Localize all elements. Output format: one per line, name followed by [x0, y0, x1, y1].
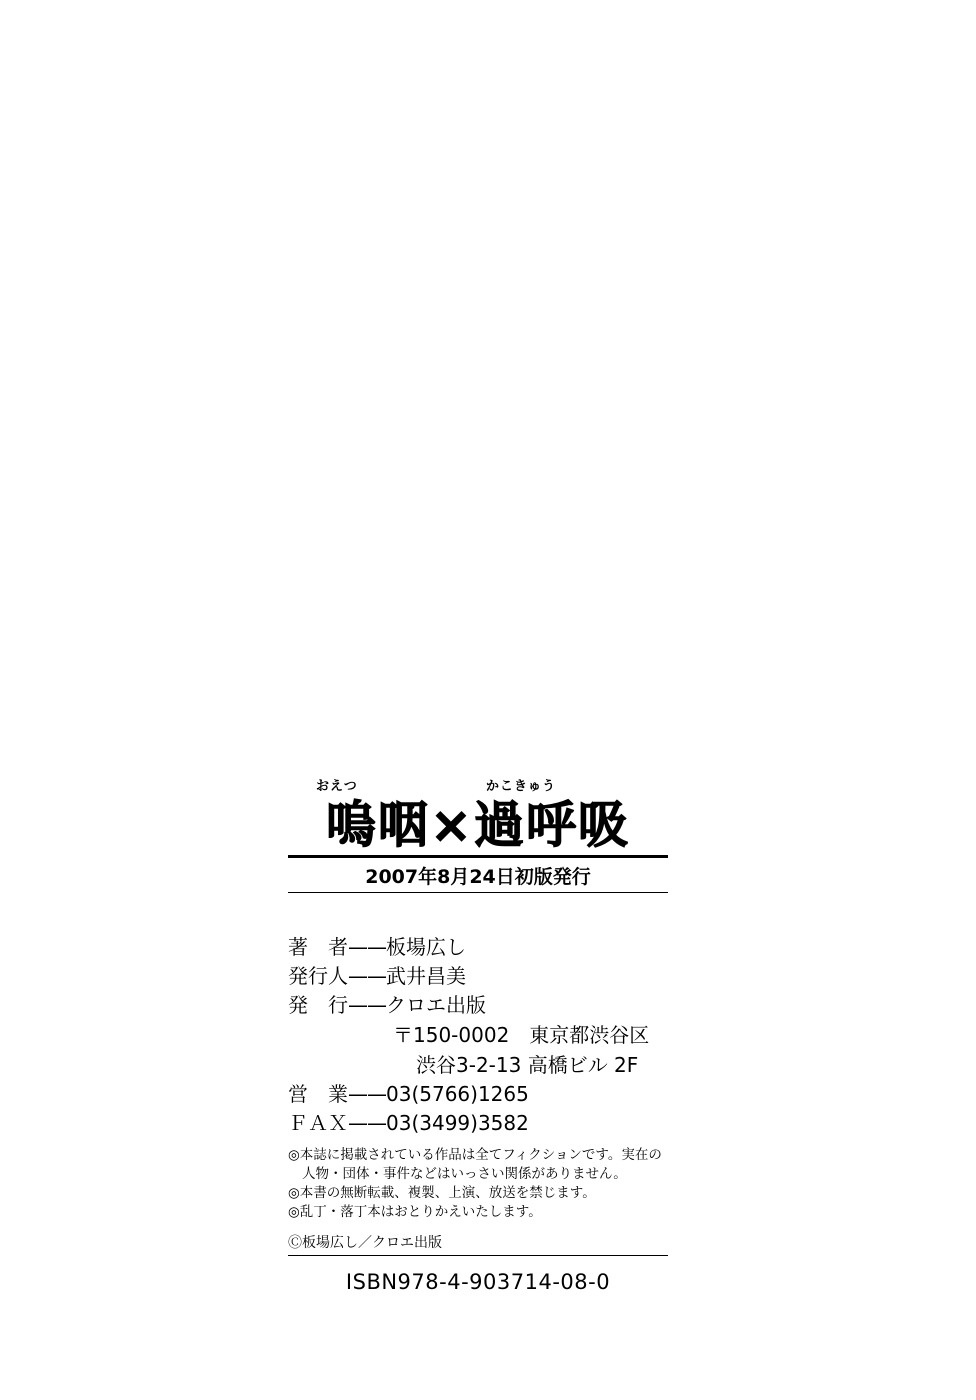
- title-block: [288, 780, 668, 893]
- address-line-1: 〒150-0002 東京都渋谷区: [393, 1023, 650, 1047]
- contact-label-fax: ＦＡＸ: [288, 1111, 348, 1135]
- contact-dash-fax: ——: [348, 1111, 386, 1135]
- legal-notes: [288, 1146, 668, 1222]
- contact-row-fax: [288, 1109, 668, 1138]
- credit-label-publisher-person: 発行人: [288, 964, 348, 988]
- credit-label-author: 著 者: [288, 935, 348, 959]
- credit-value-author: 板場広し: [386, 935, 466, 959]
- colophon: [288, 780, 668, 1294]
- legal-note-line-4: ◎乱丁・落丁本はおとりかえいたします。: [288, 1204, 542, 1220]
- title-rule-thin: [288, 892, 668, 893]
- page-title: 嗚咽×過呼吸: [326, 796, 630, 854]
- legal-note-line-2: 人物・団体・事件などはいっさい関係がありません。: [302, 1166, 627, 1182]
- title-ruby-right: かこきゅう: [486, 779, 557, 794]
- credit-row-author: [288, 933, 668, 962]
- contact-value-fax: 03(3499)3582: [386, 1111, 529, 1135]
- credit-label-publisher: 発 行: [288, 993, 348, 1017]
- contact-dash-sales: ——: [348, 1082, 386, 1106]
- contact-label-sales: 営 業: [288, 1082, 348, 1106]
- contact-value-sales: 03(5766)1265: [386, 1082, 529, 1106]
- title-ruby-row: [288, 780, 668, 796]
- isbn-number: ISBN978-4-903714-08-0: [345, 1270, 611, 1294]
- publication-date: 2007年8月24日初版発行: [365, 866, 591, 888]
- legal-note-line-1: ◎本誌に掲載されている作品は全てフィクションです。実在の: [288, 1147, 662, 1163]
- credits-list: [288, 933, 668, 1138]
- title-ruby-left: おえつ: [316, 779, 358, 794]
- credit-value-publisher-person: 武井昌美: [386, 964, 466, 988]
- credit-dash-author: ——: [348, 935, 386, 959]
- credit-value-publisher: クロエ出版: [386, 993, 486, 1017]
- credit-dash-publisher-person: ——: [348, 964, 386, 988]
- footer-rule: [288, 1255, 668, 1256]
- credit-dash-publisher: ——: [348, 993, 386, 1017]
- copyright-notice: Ⓒ板場広し／クロエ出版: [288, 1235, 442, 1251]
- address-line-2: 渋谷3-2-13 高橋ビル 2F: [416, 1053, 639, 1077]
- legal-note-line-3: ◎本書の無断転載、複製、上演、放送を禁じます。: [288, 1185, 596, 1201]
- credit-row-publisher-person: [288, 962, 668, 991]
- credit-row-publisher: [288, 991, 668, 1020]
- contact-row-sales: [288, 1080, 668, 1109]
